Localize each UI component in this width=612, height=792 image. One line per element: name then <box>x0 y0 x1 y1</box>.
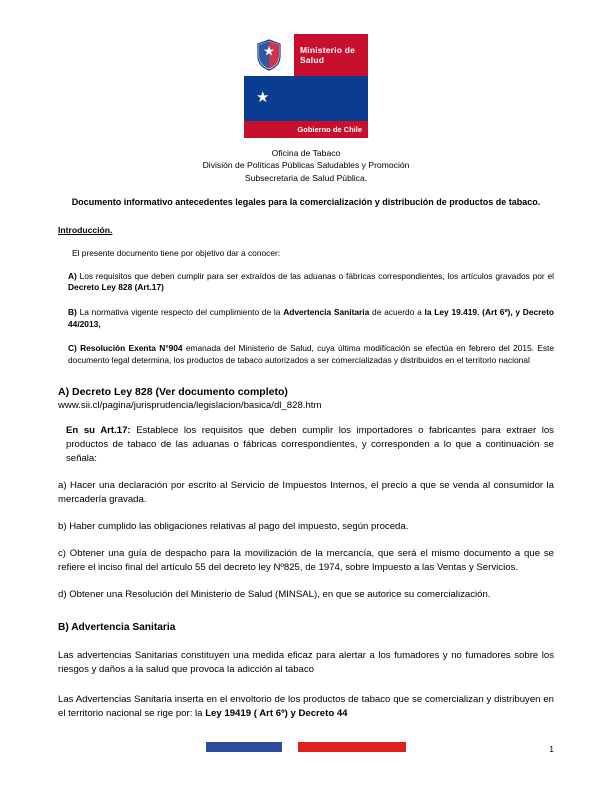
logo-blue-band <box>244 76 368 121</box>
intro-item-b-label: B) <box>68 307 77 317</box>
government-label: Gobierno de Chile <box>244 121 368 138</box>
coat-of-arms-icon <box>244 34 294 76</box>
org-line-3: Subsecretaria de Salud Pública. <box>244 172 368 183</box>
intro-objective: El presente documento tiene por objetivo dar a conocer: <box>72 247 281 258</box>
intro-item-a-label: A) <box>68 270 77 281</box>
section-a-art17 <box>58 424 554 466</box>
section-a-list-item-b: b) Haber cumplido las obligaciones relativas al pago del impuesto, según proceda. <box>58 521 409 533</box>
section-a-list-item-d: d) Obtener una Resolución del Ministerio de Salud (MINSAL), en que se autorice su comercialización. <box>58 589 491 601</box>
intro-item-c-text: emanada del Ministerio de Salud, cuya última modificación se efectúa en febrero del 2015. Este documento legal determina, los productos de tabaco autorizados a ser comercializadas y distribuidos en el territorio nacional <box>68 343 555 365</box>
intro-item-c-label: C) <box>68 343 77 354</box>
intro-item-b-text-1: La normativa vigente respecto del cumplimiento de la <box>76 307 284 317</box>
intro-item-a <box>58 271 554 294</box>
org-line-1: Oficina de Tabaco <box>271 148 341 158</box>
footer-color-bar <box>0 742 612 752</box>
section-b-paragraph-2-bold: Ley 19419 ( Art 6º) y Decreto 44 <box>205 708 348 720</box>
bar-segment-red <box>298 742 406 752</box>
logo-container <box>58 34 554 138</box>
logo-top-row <box>244 34 368 76</box>
section-b-paragraph-1: Las advertencias Sanitarias constituyen una medida eficaz para alertar a los fumadores y no fumadores sobre los riesgos y daños a la salud que provoca la adicción al tabaco <box>58 650 554 676</box>
intro-item-c <box>58 343 554 366</box>
page-number: 1 <box>549 744 554 754</box>
art17-label: En su Art.17: <box>66 425 131 437</box>
intro-item-b-text-2: de acuerdo a <box>369 307 425 317</box>
intro-item-c-bold: Resolución Exenta N°904 <box>80 343 183 354</box>
intro-item-b-bold-1: Advertencia Sanitaria <box>283 307 370 317</box>
organization-lines <box>58 147 554 184</box>
section-a-list-item-a: a) Hacer una declaración por escrito al Servicio de Impuestos Internos, el precio a que se venda al consumidor la mercadería gravada. <box>58 480 554 506</box>
section-a-list-item-c: c) Obtener una guía de despacho para la movilización de la mercancía, que será el mismo documento a que se refiere el inciso final del artículo 55 del decreto ley Nº825, de 1974, sobre Impuesto a las Ventas y Servicios. <box>58 548 554 574</box>
section-b-heading: B) Advertencia Sanitaria <box>58 622 176 634</box>
section-b-paragraph-2 <box>58 693 554 721</box>
org-line-2: División de Políticas Públicas Saludables y Promoción <box>202 160 410 171</box>
bar-segment-blue <box>206 742 282 752</box>
ministry-name <box>294 34 368 76</box>
minsal-logo <box>244 34 368 138</box>
intro-heading: Introducción. <box>58 224 113 235</box>
ministry-line-1: Ministerio de <box>300 45 356 55</box>
bar-segment-white <box>282 742 298 752</box>
ministry-line-2: Salud <box>300 55 325 65</box>
intro-item-b-bold-2: la Ley 19.419. (Art 6º), y Decreto 44/2013, <box>68 307 554 329</box>
intro-item-a-bold: Decreto Ley 828 (Art.17) <box>68 282 164 293</box>
intro-item-a-text: Los requisitos que deben cumplir para ser extraídos de las aduanas o fábricas correspondientes, los artículos gravados por el <box>76 270 554 281</box>
section-b-paragraph-2-text: Las Advertencias Sanitaria inserta en el envoltorio de los productos de tabaco que se comercializan y distribuyen en el territorio nacional se rige por: la <box>58 694 554 720</box>
star-icon: ★ <box>256 89 270 106</box>
intro-item-b <box>58 307 554 330</box>
page-title: Documento informativo antecedentes legales para la comercialización y distribución de productos de tabaco. <box>71 197 541 208</box>
art17-text: Establece los requisitos que deben cumplir los importadores o fabricantes para extraer los productos de tabaco de las aduanas o fábricas correspondientes, y corresponden a lo que a continuación se señala: <box>66 425 554 465</box>
section-a-heading: A) Decreto Ley 828 (Ver documento completo) <box>58 386 288 399</box>
section-a-url[interactable]: www.sii.cl/pagina/jurisprudencia/legislacion/basica/dl_828.htm <box>58 400 322 412</box>
tricolor-bar <box>206 742 406 752</box>
